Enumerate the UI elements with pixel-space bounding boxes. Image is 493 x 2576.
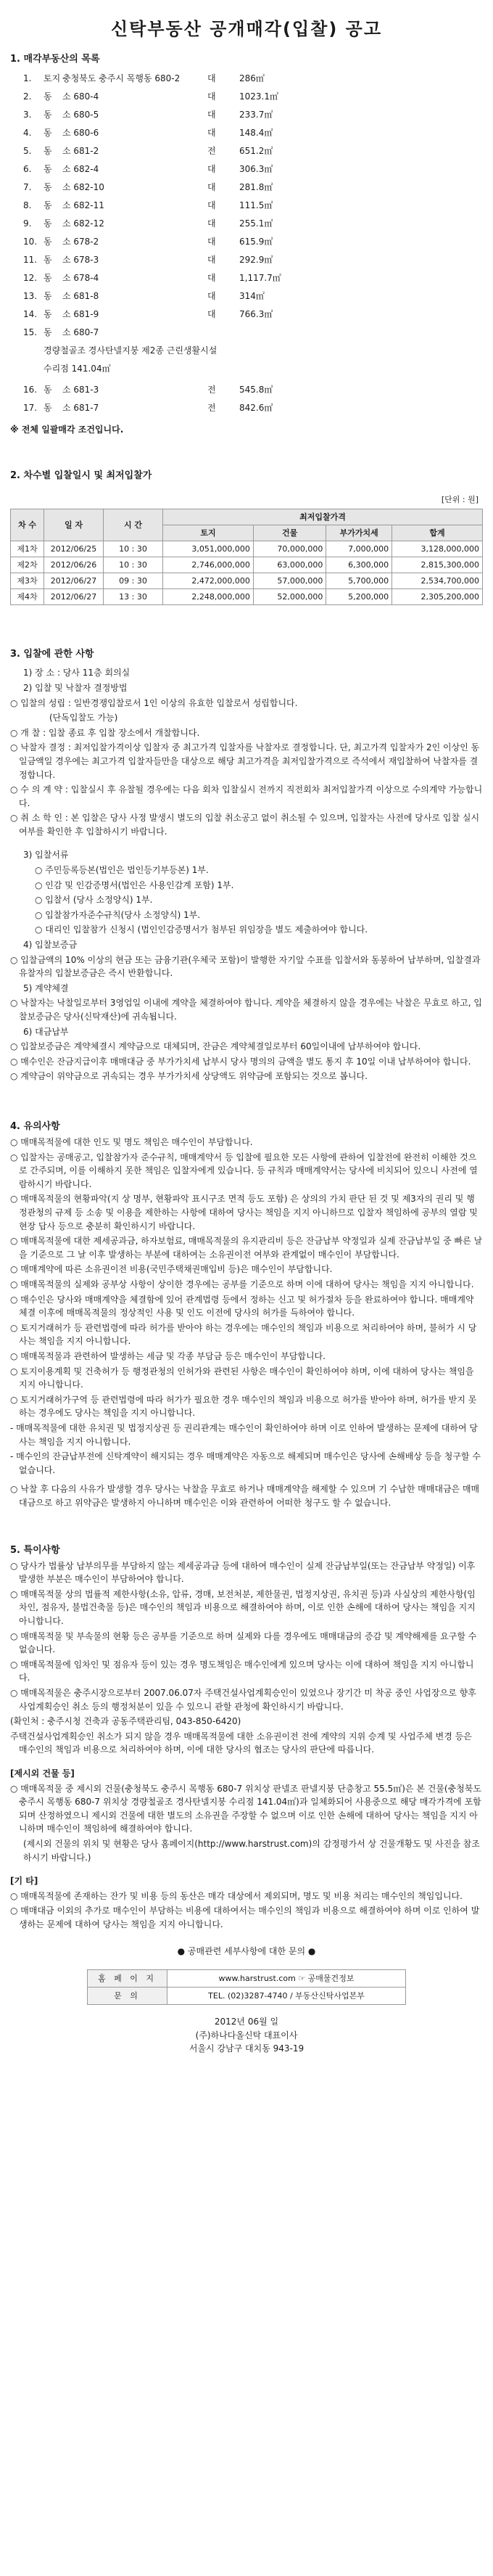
method-e: ○ 취 소 학 인 : 본 입찰은 당사 사정 발생시 별도의 입찰 취소공고 없이 취소될 수 있으며, 입찰자는 사전에 당사로 입찰 실시 여부를 확인한 후 입찰하시기 바랍니다. [10, 813, 480, 837]
property-list [10, 70, 483, 342]
notice-date: 2012년 06월 일 [214, 2017, 279, 2027]
schedule-cell-sum: 2,534,700,000 [392, 573, 483, 589]
schedule-cell-time: 10 : 30 [104, 557, 163, 573]
property-no: 8. [23, 200, 32, 211]
property-address: 소 678-3 [62, 255, 99, 266]
property-type: 동 [44, 403, 52, 414]
contract-a: ○ 낙찰자는 낙찰일로부터 3영업일 이내에 계약을 체결하여야 합니다. 계약을 체결하지 않을 경우에는 낙찰은 무효로 하고, 입찰보증금은 당사(신탁재산)에 귀속됩니다. [10, 998, 482, 1022]
schedule-cell-land: 2,746,000,000 [163, 557, 254, 573]
property-area: 766.3㎡ [239, 309, 273, 320]
extra-building-ref: (제시외 건물의 위치 및 현황은 당사 홈페이지(http://www.harstrust.com)의 감정평가서 상 건물개황도 및 사진을 참조하시기 바랍니다.) [23, 1838, 480, 1863]
schedule-cell-sum: 3,128,000,000 [392, 541, 483, 557]
property-category: 대 [207, 237, 216, 247]
schedule-cell-sum: 2,305,200,000 [392, 589, 483, 605]
schedule-cell-round: 제2차 [11, 557, 44, 573]
caution-item: ○ 매매목적물에 대한 제세공과금, 하자보험료, 매매목적물의 유지관리비 등은 잔금납부 약정일과 실제 잔금납부일 중 빠른 날을 기준으로 그 날 이후 발생하는 부분에 대하여는 소유권이전 여부와 관계없이 매수인이 부담합니다. [10, 1236, 483, 1260]
property-no: 7. [23, 182, 32, 193]
property-area: 286㎡ [239, 73, 265, 84]
caution-item: - 매매목적물에 대한 유치권 및 법정지상권 등 권리관계는 매수인이 확인하여야 하며 이로 인하여 발생하는 문제에 대하여 당사는 책임을 지지 아니합니다. [10, 1422, 478, 1447]
etc-list [10, 1890, 483, 1932]
property-item [23, 381, 483, 399]
property-item [23, 124, 483, 142]
payment-a: ○ 입찰보증금은 계약체결시 계약금으로 대체되며, 잔금은 계약체결일로부터 60일이내에 납부하여야 합니다. [10, 1041, 421, 1052]
property-no: 6. [23, 164, 32, 175]
deposit-heading: 4) 입찰보증금 [23, 940, 78, 951]
caution-after: ○ 낙찰 후 다음의 사유가 발생할 경우 당사는 낙찰을 무효로 하거나 매매계약을 해제할 수 있으며 기 수납한 매매대금은 매매대금으로 하고 위약금은 발생하지 아니하며 매수인은 이와 관련하여 어떠한 청구도 할 수 없습니다. [10, 1484, 480, 1508]
place-line: 1) 장 소 : 당사 11층 회의실 [23, 668, 130, 678]
property-type: 동 [44, 327, 52, 338]
schedule-row [11, 573, 483, 589]
property-item [23, 106, 483, 124]
property-no: 3. [23, 110, 32, 120]
docs-heading: 3) 입찰서류 [23, 850, 69, 861]
property-area: 281.8㎡ [239, 182, 273, 193]
special-item: (확인처 : 충주시청 건축과 공동주택관리팀, 043-850-6420) [10, 1716, 241, 1727]
property-item [23, 305, 483, 324]
schedule-row [11, 589, 483, 605]
property-area: 255.1㎡ [239, 218, 273, 229]
property-category: 대 [207, 309, 216, 320]
method-a2: (단독입찰도 가능) [49, 713, 118, 723]
schedule-cell-bldg: 70,000,000 [253, 541, 326, 557]
property-type: 동 [44, 385, 52, 395]
property-address: 소 681-8 [62, 291, 99, 302]
property-category: 전 [207, 146, 216, 157]
property-address: 소 682-4 [62, 164, 99, 175]
schedule-cell-round: 제1차 [11, 541, 44, 557]
schedule-cell-round: 제3차 [11, 573, 44, 589]
property-address: 소 682-12 [62, 218, 104, 229]
property-area: 545.8㎡ [239, 385, 273, 395]
col-date: 일 자 [44, 509, 104, 541]
schedule-cell-vat: 5,200,000 [326, 589, 392, 605]
schedule-cell-date: 2012/06/27 [44, 589, 104, 605]
schedule-cell-bldg: 57,000,000 [253, 573, 326, 589]
schedule-row [11, 557, 483, 573]
payment-b: ○ 매수인은 잔금지급이후 매매대금 중 부가가치세 납부시 당사 명의의 금액을 별도 통지 후 10일 이내 납부하여야 합니다. [10, 1056, 471, 1067]
schedule-cell-time: 13 : 30 [104, 589, 163, 605]
special-item: ○ 당사가 법률상 납부의무를 부담하지 않는 제세공과금 등에 대하여 매수인이 실제 잔금납부일(또는 잔금납부 약정일) 이후 발생한 부분은 매수인이 부담하여야 합니다. [10, 1560, 476, 1585]
property-item [23, 399, 483, 417]
col-bldg: 건물 [253, 525, 326, 541]
section2-heading: 2. 차수별 입찰일시 및 최저입찰가 [10, 469, 152, 481]
caution-item: ○ 매매목적물과 관련하여 발생하는 세금 및 각종 부담금 등은 매수인이 부담합니다. [10, 1351, 326, 1362]
schedule-cell-date: 2012/06/27 [44, 573, 104, 589]
payment-heading: 6) 대금납부 [23, 1026, 69, 1037]
property-category: 대 [207, 291, 216, 302]
property-type: 동 [44, 309, 52, 320]
col-min-price: 최저입찰가격 [163, 509, 483, 525]
property-address: 소 681-9 [62, 309, 99, 320]
payment-c: ○ 계약금이 위약금으로 귀속되는 경우 부가가치세 상당액도 위약금에 포함되는 것으로 봅니다. [10, 1071, 368, 1082]
caution-item: ○ 입찰자는 공매공고, 입찰참가자 준수규칙, 매매계약서 등 입찰에 필요한 모든 사항에 관하여 입찰전에 완전히 이해한 것으로 간주되며, 이를 이해하지 못한 책임은 입찰자에게 있습니다. 등 규칙과 매매계약서는 당사에 비치되어 있으니 사전에 열람하시기 바랍니다. [10, 1152, 478, 1189]
caution-item: ○ 매수인은 당사와 매매계약을 체결함에 있어 관계법령 등에서 정하는 신고 및 허가절차 등을 완료하여야 합니다. 매매계약 체결 이후에 매매목적물의 정상적인 사용 및 인도 이전에 당사의 허가를 득하여야 합니다. [10, 1294, 474, 1318]
schedule-cell-vat: 6,300,000 [326, 557, 392, 573]
special-item: 주택건설사업계획승인 취소가 되지 않을 경우 매매목적물에 대한 소유권이전 전에 계약의 지위 승계 및 사업주체 변경 등은 매수인의 책임과 비용으로 처리하여야 하며, 이에 대한 당사의 협조는 당사의 판단에 따릅니다. [10, 1731, 472, 1755]
property-category: 대 [207, 255, 216, 266]
property-address: 소 681-2 [62, 146, 99, 157]
property-no: 1. [23, 73, 32, 84]
section5-heading: 5. 특이사항 [10, 1544, 60, 1556]
caution-item: - 매수인의 잔금납부전에 신탁계약이 해지되는 경우 매매계약은 자동으로 해제되며 매수인은 당사에 손해배상 등을 청구할 수 없습니다. [10, 1451, 481, 1475]
property-type: 동 [44, 128, 52, 139]
property-item [23, 70, 483, 88]
schedule-cell-round: 제4차 [11, 589, 44, 605]
property-category: 전 [207, 403, 216, 414]
section1-heading: 1. 매각부동산의 목록 [10, 54, 100, 65]
property-type: 토지 [44, 73, 61, 84]
property-area: 233.7㎡ [239, 110, 273, 120]
property-area: 615.9㎡ [239, 237, 273, 247]
property-no: 9. [23, 218, 32, 229]
caution-item: ○ 매매계약에 따른 소유권이전 비용(국민주택채권매입비 등)은 매수인이 부담합니다. [10, 1264, 333, 1275]
page-title: 신탁부동산 공개매각(입찰) 공고 [110, 19, 383, 39]
property-no: 14. [23, 309, 38, 320]
schedule-cell-vat: 5,700,000 [326, 573, 392, 589]
company-name: (주)하나다올신탁 대표이사 [195, 2030, 298, 2040]
schedule-row [11, 541, 483, 557]
schedule-cell-time: 10 : 30 [104, 541, 163, 557]
property-no: 16. [23, 385, 38, 395]
docs-a: ○ 주민등록등본(법인은 법인등기부등본) 1부. [35, 865, 209, 876]
property-no: 13. [23, 291, 38, 302]
property-area: 292.9㎡ [239, 255, 273, 266]
section3-heading: 3. 입찰에 관한 사항 [10, 649, 94, 660]
property-list-b [10, 381, 483, 417]
inquiry-label: 문 의 [88, 1988, 167, 2005]
property-item [23, 324, 483, 342]
schedule-cell-time: 09 : 30 [104, 573, 163, 589]
etc-item: ○ 매매대금 이외의 추가로 매수인이 부담하는 비용에 대하여서는 매수인의 책임과 비용으로 해결하여야 하며 이로 인하여 발생하는 문제에 대하여 당사는 책임을 지지 아니합니다. [10, 1906, 480, 1929]
property-area: 314㎡ [239, 291, 265, 302]
property-no: 5. [23, 146, 32, 157]
special-list [10, 1559, 483, 1757]
extra-building-text: ○ 매매목적물 중 제시외 건물(충청북도 충주시 목행동 680-7 위치상 판넬조 판넬지붕 단층창고 55.5㎡)은 본 건물(충청북도 충주시 목행동 680-7 위치상 경량철골조 경사탄넬지붕 수리점 141.04㎡)과 일체화되어 사용중으로 해당 매각가격에 포함되며 산정하였으니 제시외 건물에 대한 별도의 소유권을 주장할 수 없으며 이로 인한 손해에 대하여 당사는 책임을 지지 아니하며 매수인이 책임하에 해결하여야 합니다. [10, 1783, 481, 1834]
property-category: 대 [207, 128, 216, 139]
property-category: 대 [207, 182, 216, 193]
docs-c: ○ 입찰서 (당사 소정양식) 1부. [35, 895, 153, 906]
schedule-cell-date: 2012/06/25 [44, 541, 104, 557]
property-category: 대 [207, 273, 216, 284]
unit-note: [단위 : 원] [441, 494, 478, 504]
property-type: 동 [44, 146, 52, 157]
property-type: 동 [44, 273, 52, 284]
caution-item: ○ 매매목적물에 대한 인도 및 명도 책임은 매수인이 부담합니다. [10, 1137, 253, 1148]
method-heading: 2) 입찰 및 낙찰자 결정방법 [23, 682, 128, 693]
property-no: 11. [23, 255, 38, 266]
property-no: 15. [23, 327, 38, 338]
property-item [23, 142, 483, 160]
property-item [23, 251, 483, 269]
property-category: 대 [207, 218, 216, 229]
method-b: ○ 개 찰 : 입찰 종료 후 입찰 장소에서 개찰합니다. [10, 727, 200, 738]
homepage-label: 홈 페 이 지 [88, 1970, 167, 1988]
property-item [23, 88, 483, 106]
property-area: 842.6㎡ [239, 403, 273, 414]
etc-heading: [기 타] [10, 1876, 38, 1887]
property-area: 1,117.7㎡ [239, 273, 281, 284]
property-category: 대 [207, 91, 216, 102]
inquiry-heading: ● 공매관련 세부사항에 대한 문의 ● [177, 1945, 316, 1956]
property-type: 동 [44, 91, 52, 102]
docs-d: ○ 입찰참가자준수규칙(당사 소정양식) 1부. [35, 909, 201, 920]
method-a: ○ 입찰의 성립 : 일반경쟁입찰로서 1인 이상의 유효한 입찰로서 성립합니다. [10, 697, 298, 708]
property-no: 12. [23, 273, 38, 284]
schedule-cell-land: 3,051,000,000 [163, 541, 254, 557]
property-no: 10. [23, 237, 38, 247]
property-category: 대 [207, 73, 216, 84]
property-item [23, 197, 483, 215]
schedule-cell-vat: 7,000,000 [326, 541, 392, 557]
method-c: ○ 낙찰자 결정 : 최저입찰가격이상 입찰자 중 최고가격 입찰자를 낙찰자로 결정합니다. 단, 최고가격 입찰자가 2인 이상인 동일금액일 경우에는 최고가격 입찰자들만을 대상으로 해당 최고가격을 최저입찰가격으로 즉석에서 재입찰하여 낙찰자를 결정합니다. [10, 742, 480, 780]
property-address: 소 680-4 [62, 91, 99, 102]
caution-item: ○ 토지거래허가 등 관련법령에 따라 허가를 받아야 하는 경우에는 매수인의 책임과 비용으로 처리하여야 하며, 불허가 시 당사는 책임을 지지 아니합니다. [10, 1322, 477, 1347]
caution-item: ○ 매매목적물의 현황파악(지 상 명부, 현황파악 표시구조 면적 등도 포함) 은 상의의 가치 판단 된 것 및 제3자의 권리 및 행정관청의 규제 등 소송 및 이용을 제한하는 사항에 대하여 당사는 책임을 지지 아니하므로 입찰자 책임하에 공부의 열람 및 현장 답사 등으로 충분히 확인하시기 바랍니다. [10, 1194, 478, 1231]
property-address: 소 680-7 [62, 327, 99, 338]
property-area: 1023.1㎡ [239, 91, 278, 102]
property-item [23, 160, 483, 179]
property-address: 소 681-3 [62, 385, 99, 395]
property-address: 소 678-4 [62, 273, 99, 284]
property-item [23, 233, 483, 251]
etc-item: ○ 매매목적물에 존재하는 잔가 및 비용 등의 동산은 매각 대상에서 제외되며, 명도 및 비용 처리는 매수인의 책임입니다. [10, 1890, 463, 1901]
property-address: 소 680-6 [62, 128, 99, 139]
property-type: 동 [44, 164, 52, 175]
special-item: ○ 매매목적물 및 부속물의 현황 등은 공부를 기준으로 하며 실제와 다를 경우에도 매매대금의 증감 및 계약해제를 요구할 수 없습니다. [10, 1630, 477, 1655]
property-type: 동 [44, 200, 52, 211]
property-item [23, 269, 483, 287]
property-type: 동 [44, 291, 52, 302]
property-area: 148.4㎡ [239, 128, 273, 139]
property-area: 111.5㎡ [239, 200, 273, 211]
caution-list [10, 1136, 483, 1477]
col-round: 차 수 [11, 509, 44, 541]
special-item: ○ 매매목적물 상의 법률적 제한사항(소유, 압류, 경매, 보전처분, 제한물권, 법정지상권, 유치권 등)과 사실상의 제한사항(임차인, 점유자, 불법건축물 등)은 매수인의 책임과 비용으로 해결하여야 하며, 이로 인한 손해에 대하여 당사는 책임을 지지 아니합니다. [10, 1588, 476, 1627]
contract-heading: 5) 계약체결 [23, 983, 69, 993]
col-land: 토지 [163, 525, 254, 541]
schedule-cell-land: 2,248,000,000 [163, 589, 254, 605]
property-item [23, 179, 483, 197]
schedule-cell-bldg: 63,000,000 [253, 557, 326, 573]
property-category: 대 [207, 200, 216, 211]
property-type: 동 [44, 237, 52, 247]
property-address: 소 682-11 [62, 200, 104, 211]
item15-note1: 경량철골조 경사탄넬지붕 제2종 근린생활시설 [44, 345, 218, 356]
docs-b: ○ 인감 및 인감증명서(법인은 사용인감계 포함) 1부. [35, 879, 234, 890]
schedule-cell-bldg: 52,000,000 [253, 589, 326, 605]
method-d: ○ 수 의 계 약 : 입찰실시 후 유찰될 경우에는 다음 회차 입찰실시 전까지 직전회차 최저입찰가격 이상으로 수의계약 가능합니다. [10, 784, 483, 808]
property-no: 2. [23, 91, 32, 102]
special-item: ○ 매매목적물은 충주시장으로부터 2007.06.07자 주택건설사업계획승인이 있었으나 장기간 미 착공 중인 사업장으로 향후 사업계획승인 취소 등의 행정처분이 있을 수 있으니 관할 관청에 확인하시기 바랍니다. [10, 1688, 476, 1712]
property-area: 651.2㎡ [239, 146, 273, 157]
schedule-cell-date: 2012/06/26 [44, 557, 104, 573]
property-no: 4. [23, 128, 32, 139]
property-address: 소 682-10 [62, 182, 104, 193]
section4-heading: 4. 유의사항 [10, 1120, 60, 1132]
col-sum: 합계 [392, 525, 483, 541]
caution-item: ○ 매매목적물의 실제와 공부상 사항이 상이한 경우에는 공부를 기준으로 하며 이에 대하여 당사는 책임을 지지 아니합니다. [10, 1279, 474, 1290]
property-type: 동 [44, 255, 52, 266]
schedule-cell-sum: 2,815,300,000 [392, 557, 483, 573]
property-category: 대 [207, 164, 216, 175]
property-no: 17. [23, 403, 38, 414]
col-vat: 부가가치세 [326, 525, 392, 541]
deposit-a: ○ 입찰금액의 10% 이상의 현금 또는 금융기관(우체국 포함)이 발행한 자기앞 수표를 입찰서와 동봉하여 납부하며, 입찰결과 유찰자의 입찰보증금은 즉시 반환합니다. [10, 954, 481, 979]
property-item [23, 215, 483, 233]
property-address: 소 678-2 [62, 237, 99, 247]
property-type: 동 [44, 110, 52, 120]
caution-item: ○ 토지거래허가구역 등 관련법령에 따라 허가가 필요한 경우 매수인의 책임과 비용으로 허가를 받아야 하며, 허가를 받지 못하는 경우에도 당사는 책임을 지지 아니합니다. [10, 1394, 477, 1419]
company-address: 서울시 강남구 대치동 943-19 [188, 2043, 304, 2054]
docs-e: ○ 대리인 입찰참가 신청시 (법인인감증명서가 첨부된 위임장을 별도 제출하여야 합니다. [35, 924, 368, 935]
property-type: 동 [44, 218, 52, 229]
contact-table [87, 1969, 406, 2005]
caution-item: ○ 토지이용계획 및 건축허가 등 행정관청의 인허가와 관련된 사항은 매수인이 확인하여야 하며, 이에 대하여 당사는 책임을 지지 아니합니다. [10, 1366, 474, 1390]
item15-note2: 수리점 141.04㎡ [44, 364, 111, 374]
property-address: 소 680-5 [62, 110, 99, 120]
property-address: 소 681-7 [62, 403, 99, 414]
schedule-cell-land: 2,472,000,000 [163, 573, 254, 589]
special-item: ○ 매매목적물에 임차인 및 점유자 등이 있는 경우 명도책임은 매수인에게 있으며 당사는 이에 대하여 책임을 지지 아니합니다. [10, 1659, 474, 1683]
property-item [23, 287, 483, 305]
bulk-sale-notice: ※ 전체 일괄매각 조건입니다. [10, 424, 124, 435]
extra-building-heading: [제시외 건물 등] [10, 1768, 75, 1779]
inquiry-contact: TEL. (02)3287-4740 / 부동산신탁사업본부 [167, 1988, 406, 2005]
property-area: 306.3㎡ [239, 164, 273, 175]
property-category: 대 [207, 110, 216, 120]
property-type: 동 [44, 182, 52, 193]
col-time: 시 간 [104, 509, 163, 541]
schedule-table [10, 509, 483, 605]
property-category: 전 [207, 385, 216, 395]
property-address: 충청북도 충주시 목행동 680-2 [62, 73, 181, 84]
homepage-link[interactable]: www.harstrust.com ☞ 공매물건정보 [167, 1970, 406, 1988]
